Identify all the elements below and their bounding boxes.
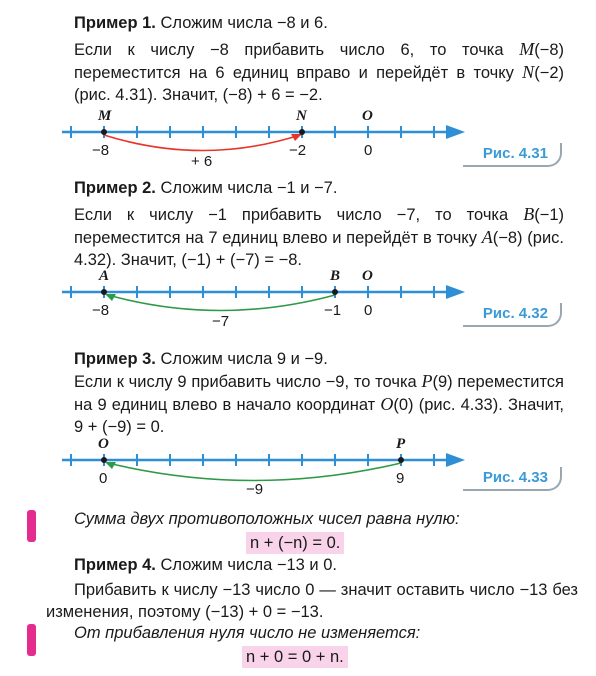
- tick-label-a: −8: [92, 302, 110, 319]
- example-3-point-p: P: [421, 371, 433, 391]
- example-1-intro: Сложим числа −8 и 6.: [160, 14, 328, 32]
- example-3-text-b: переместится на 9 единиц влево в начало координат: [74, 373, 564, 414]
- example-2-point-b: B: [523, 204, 535, 224]
- example-1-point-n-value: (−2): [534, 64, 564, 82]
- figure-label-4-32: Рис. 4.32: [463, 303, 562, 327]
- example-3-text: [74, 370, 564, 438]
- example-4-intro: Сложим числа −13 и 0.: [160, 556, 337, 574]
- example-3-title: Пример 3.: [74, 350, 156, 368]
- tick-label-o: 0: [364, 302, 373, 319]
- label-p: P: [396, 436, 406, 452]
- label-b: B: [330, 268, 341, 284]
- label-a: A: [99, 268, 110, 284]
- example-2-text: [74, 203, 564, 271]
- axis-arrow-icon: [446, 125, 465, 139]
- example-1-title: Пример 1.: [74, 14, 156, 32]
- axis-4-32: [62, 285, 465, 299]
- rule-1-formula: n + (−n) = 0.: [246, 532, 344, 554]
- example-3-intro: Сложим числа 9 и −9.: [160, 350, 328, 368]
- arc-minus-9: [108, 463, 401, 481]
- example-3-text-a: Если к числу 9 прибавить число −9, то точка: [74, 373, 422, 391]
- label-o: O: [98, 436, 109, 452]
- figure-label-4-31: Рис. 4.31: [463, 143, 562, 167]
- arc-label: −7: [212, 313, 230, 330]
- tick-label-o: 0: [364, 142, 373, 159]
- axis-4-33: [62, 453, 465, 467]
- example-1-text: [74, 38, 564, 106]
- example-3-point-o-value: (0): [393, 396, 414, 414]
- point-p: [398, 457, 404, 463]
- point-o: [101, 457, 107, 463]
- example-2-heading: [74, 177, 564, 199]
- point-m: [101, 129, 107, 135]
- example-4-heading: [74, 554, 564, 576]
- point-a: [101, 289, 107, 295]
- example-3-point-o: O: [380, 394, 394, 414]
- example-2-text-a: Если к числу −1 прибавить число −7, то точка: [74, 206, 524, 224]
- example-2-text-b: переместится на 7 единиц влево и перейдёт в точку: [74, 229, 482, 247]
- example-1-text-a: Если к числу −8 прибавить число 6, то точка: [74, 41, 520, 59]
- rule-1-marker: [27, 510, 36, 542]
- example-2-title: Пример 2.: [74, 179, 156, 197]
- tick-label-o: 0: [99, 470, 108, 487]
- point-b: [332, 289, 338, 295]
- example-1-point-m: M: [519, 39, 535, 59]
- example-2-point-a-value: (−8): [492, 229, 523, 247]
- example-2-intro: Сложим числа −1 и −7.: [160, 179, 338, 197]
- example-1-text-c: (рис. 4.31). Значит, (−8) + 6 = −2.: [74, 86, 323, 104]
- example-1-heading: [74, 12, 564, 34]
- example-2-point-a: A: [481, 227, 493, 247]
- example-2-text-c: (рис. 4.32). Значит, (−1) + (−7) = −8.: [74, 229, 564, 269]
- example-1-point-m-value: (−8): [534, 41, 564, 59]
- tick-label-p: 9: [396, 470, 405, 487]
- arc-arrowhead-icon: [105, 462, 116, 469]
- point-n: [299, 129, 305, 135]
- rule-1-text: Сумма двух противоположных чисел равна нулю:: [74, 510, 460, 528]
- tick-label-n: −2: [289, 142, 307, 159]
- label-m: M: [98, 108, 112, 124]
- tick-label-b: −1: [324, 302, 342, 319]
- rule-2-marker: [27, 624, 36, 656]
- axis-arrow-icon: [446, 285, 465, 299]
- label-o: O: [362, 108, 373, 124]
- figure-label-4-33: Рис. 4.33: [463, 467, 562, 491]
- example-1-point-n: N: [522, 62, 535, 82]
- tick-label-m: −8: [92, 142, 110, 159]
- example-3-point-p-value: (9): [432, 373, 453, 391]
- arc-label: + 6: [191, 153, 213, 170]
- arc-minus-7: [108, 295, 335, 311]
- example-4-text: Прибавить к числу −13 число 0 — значит оставить число −13 без изменения, поэтому (−13) + 0 = −13.: [46, 581, 578, 621]
- rule-2-formula: n + 0 = 0 + n.: [242, 646, 348, 668]
- label-o: O: [362, 268, 373, 284]
- rule-2-text: От прибавления нуля число не изменяется:: [74, 624, 421, 642]
- example-1-text-b: переместится на 6 единиц вправо и перейдёт в точку: [74, 64, 523, 82]
- example-4-title: Пример 4.: [74, 556, 156, 574]
- arc-label: −9: [246, 481, 264, 498]
- example-3-text-c: (рис. 4.33). Значит, 9 + (−9) = 0.: [74, 396, 565, 436]
- label-n: N: [296, 108, 307, 124]
- example-3-heading: [74, 348, 564, 370]
- axis-4-31: [62, 125, 465, 139]
- example-2-point-b-value: (−1): [534, 206, 564, 224]
- axis-arrow-icon: [446, 453, 465, 467]
